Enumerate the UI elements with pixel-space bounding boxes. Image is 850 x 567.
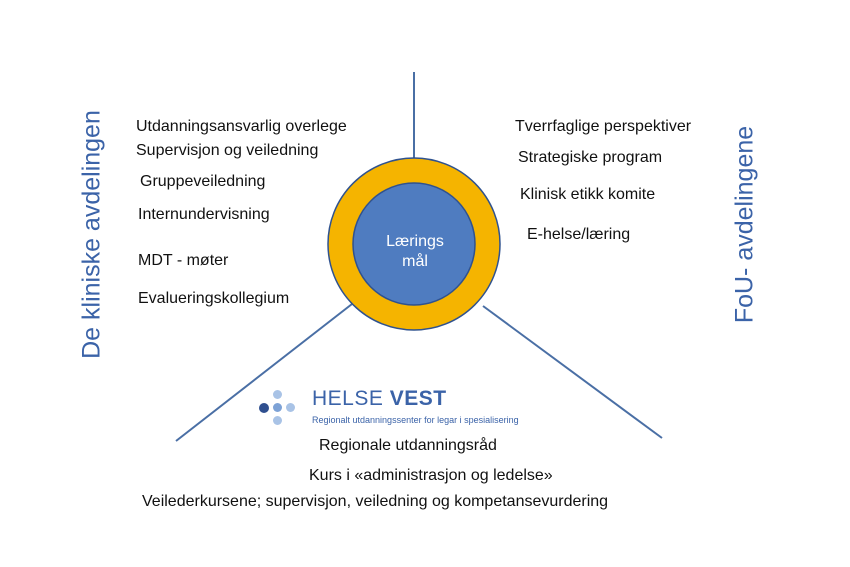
bottom-item: Kurs i «administrasjon og ledelse» [309,467,553,484]
logo-name [312,387,447,411]
left-item: Evalueringskollegium [138,290,290,307]
left-item: Utdanningsansvarlig overlege [136,118,347,135]
right-section-title: FoU- avdelingene [730,125,759,324]
logo-dot [286,403,295,412]
left-item: MDT - møter [138,252,229,269]
bottom-item: Veilederkursene; supervisjon, veiledning og kompetansevurdering [142,493,609,510]
logo-dot [273,403,282,412]
logo-name-part2: VEST [389,387,447,410]
right-item: Klinisk etikk komite [520,186,656,203]
left-item: Gruppeveiledning [140,173,266,190]
right-item: Tverrfaglige perspektiver [515,118,692,135]
right-item: E-helse/læring [527,226,631,243]
center-label-line2: mål [402,253,428,270]
left-item: Supervisjon og veiledning [136,142,319,159]
bottom-item: Regionale utdanningsråd [319,437,497,454]
logo-subtitle: Regionalt utdanningssenter for legar i spesialisering [312,415,519,425]
helse-vest-logo [256,385,586,433]
center-label-line1: Lærings [386,233,444,250]
center-label [370,232,460,272]
right-item: Strategiske program [518,149,663,166]
left-section-title: De kliniske avdelingen [77,110,106,359]
logo-dot [273,416,282,425]
logo-dot [273,390,282,399]
left-item: Internundervisning [138,206,270,223]
logo-name-part1: HELSE [312,387,390,410]
logo-dot [259,403,269,413]
